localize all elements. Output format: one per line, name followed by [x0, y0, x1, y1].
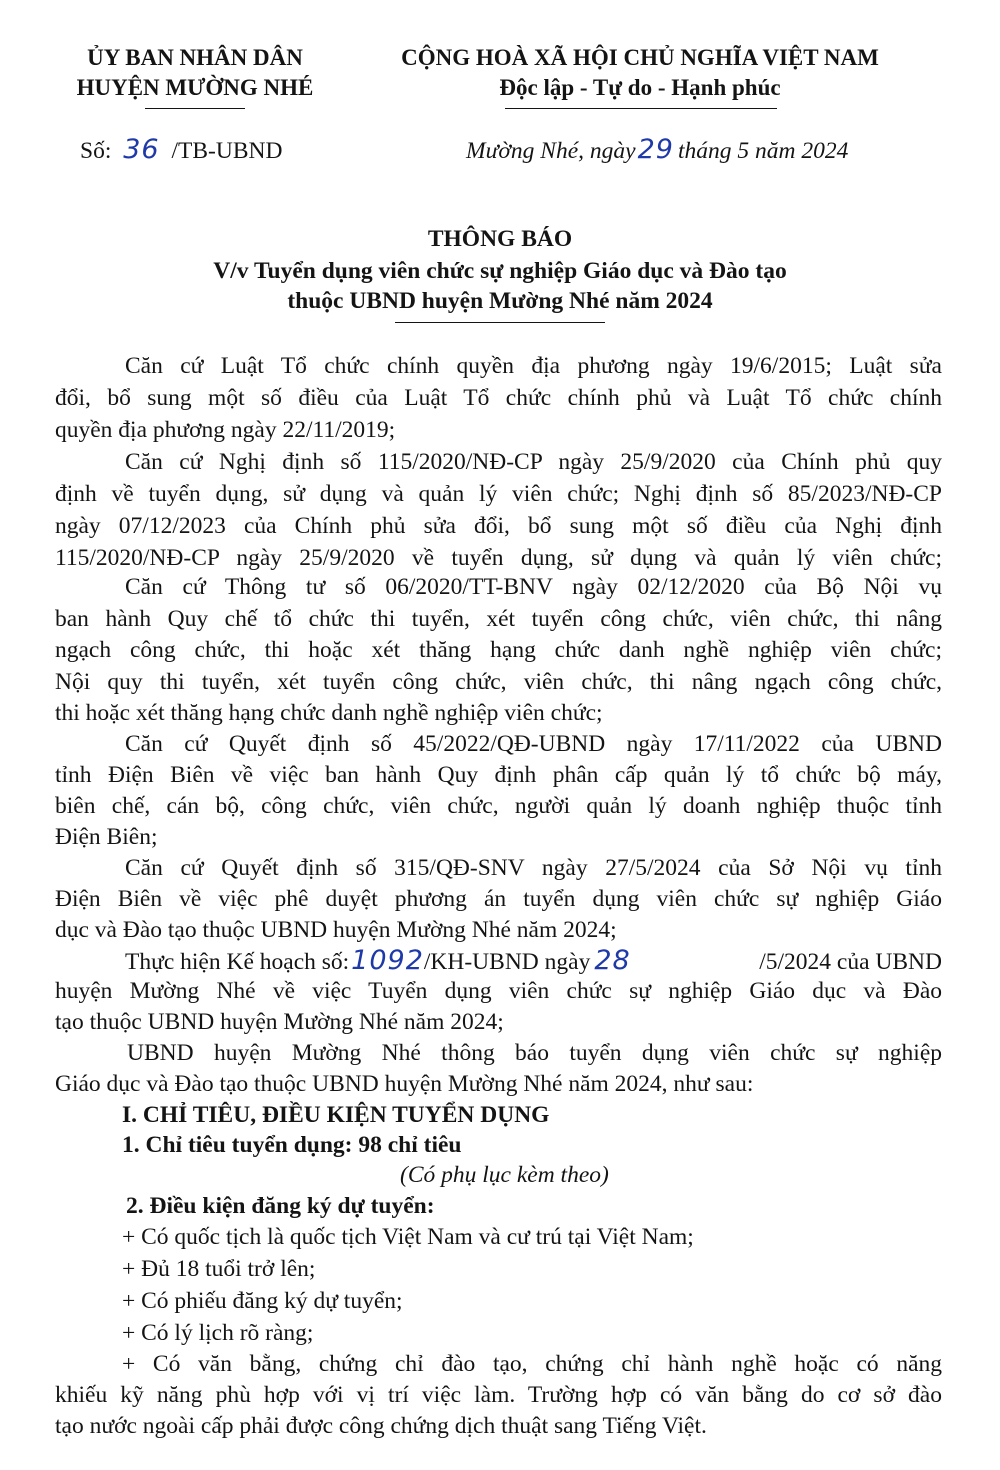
paragraph-line: Căn cứ Quyết định số 315/QĐ-SNV ngày 27/5/2024 của Sở Nội vụ tỉnh: [125, 855, 942, 881]
basis-paragraph-3: [55, 572, 942, 604]
paragraph-line: biên chế, cán bộ, công chức, viên chức, người quản lý doanh nghiệp thuộc tỉnh: [55, 793, 942, 819]
paragraph-line: huyện Mường Nhé về việc Tuyển dụng viên chức sự nghiệp Giáo dục và Đào: [55, 978, 942, 1004]
date-suffix: tháng 5 năm 2024: [677, 138, 849, 164]
condition-item: + Đủ 18 tuổi trở lên;: [122, 1256, 316, 1282]
section-heading: I. CHỈ TIÊU, ĐIỀU KIỆN TUYỂN DỤNG: [122, 1102, 550, 1128]
paragraph-block: [55, 976, 942, 1008]
document-number: [80, 134, 282, 167]
paragraph-block: [55, 667, 942, 699]
plan-day-handwritten: 28: [594, 945, 631, 976]
paragraph-line: Điện Biên về việc phê duyệt phương án tuyển dụng viên chức sự nghiệp Giáo: [55, 886, 942, 912]
paragraph-block: [55, 479, 942, 511]
basis-paragraph-1-cont: [55, 383, 942, 415]
plan-reference-line: [125, 945, 942, 979]
paragraph-line: thi hoặc xét thăng hạng chức danh nghề nghiệp viên chức;: [55, 700, 603, 726]
paragraph-line: ngày 07/12/2023 của Chính phủ sửa đổi, bổ sung một số điều của Nghị định: [55, 513, 942, 539]
issuer-name-line2: HUYỆN MƯỜNG NHÉ: [76, 75, 314, 100]
national-motto: Độc lập - Tự do - Hạnh phúc: [499, 75, 781, 100]
national-title: CỘNG HOÀ XÃ HỘI CHỦ NGHĨA VIỆT NAM: [401, 45, 879, 70]
condition-item: [122, 1349, 942, 1381]
notice-subject-line1: V/v Tuyển dụng viên chức sự nghiệp Giáo dục và Đào tạo: [213, 258, 787, 284]
paragraph-line: khiếu kỹ năng phù hợp với vị trí việc làm. Trường hợp có văn bằng do cơ sở đào: [55, 1382, 942, 1408]
paragraph-line: đổi, bổ sung một số điều của Luật Tổ chức chính phủ và Luật Tổ chức chính: [55, 385, 942, 411]
notice-subject-line2: thuộc UBND huyện Mường Nhé năm 2024: [287, 288, 713, 314]
paragraph-line: Căn cứ Luật Tổ chức chính quyền địa phương ngày 19/6/2015; Luật sửa: [125, 353, 942, 379]
issuer-name-line1: ỦY BAN NHÂN DÂN: [87, 45, 303, 70]
plan-suffix: /5/2024 của UBND: [759, 949, 942, 975]
condition-item: + Có lý lịch rõ ràng;: [122, 1320, 314, 1346]
paragraph-line: tạo nước ngoài cấp phải được công chứng dịch thuật sang Tiếng Việt.: [55, 1413, 707, 1439]
paragraph-block: [55, 511, 942, 543]
paragraph-block: [55, 791, 942, 823]
document-date: [466, 134, 848, 167]
paragraph-line: tỉnh Điện Biên về việc ban hành Quy định phân cấp quản lý tổ chức bộ máy,: [55, 762, 942, 788]
paragraph-block: [55, 604, 942, 636]
issuer-underline: [145, 108, 245, 109]
paragraph-block: [55, 635, 942, 667]
paragraph-line: Điện Biên;: [55, 824, 158, 850]
date-day-handwritten: 29: [637, 134, 674, 165]
paragraph-line: Nội quy thi tuyển, xét tuyển công chức, viên chức, thi nâng ngạch công chức,: [55, 669, 942, 695]
basis-paragraph-4: [55, 729, 942, 761]
notice-title: THÔNG BÁO: [427, 226, 573, 252]
number-handwritten: 36: [123, 134, 160, 165]
paragraph-block: [55, 884, 942, 916]
paragraph-block: [55, 543, 942, 575]
motto-underline: [505, 108, 777, 109]
quota-note: (Có phụ lục kèm theo): [400, 1162, 609, 1188]
title-underline: [395, 322, 605, 323]
paragraph-line: Căn cứ Thông tư số 06/2020/TT-BNV ngày 02/12/2020 của Bộ Nội vụ: [125, 574, 942, 600]
paragraph-line: tạo thuộc UBND huyện Mường Nhé năm 2024;: [55, 1009, 504, 1035]
paragraph-line: + Có văn bằng, chứng chỉ đào tạo, chứng chỉ hành nghề hoặc có năng: [122, 1351, 942, 1377]
number-prefix: Số:: [80, 138, 112, 164]
paragraph-line: Căn cứ Nghị định số 115/2020/NĐ-CP ngày 25/9/2020 của Chính phủ quy: [125, 449, 942, 475]
paragraph-line: dục và Đào tạo thuộc UBND huyện Mường Nhé năm 2024;: [55, 917, 617, 943]
quota-heading: 1. Chỉ tiêu tuyển dụng: 98 chỉ tiêu: [122, 1132, 462, 1158]
plan-number-handwritten: 1092: [351, 945, 424, 976]
paragraph-line: định về tuyển dụng, sử dụng và quản lý viên chức; Nghị định số 85/2023/NĐ-CP: [55, 481, 942, 507]
paragraph-line: Căn cứ Quyết định số 45/2022/QĐ-UBND ngày 17/11/2022 của UBND: [125, 731, 942, 757]
plan-mid: /KH-UBND ngày: [423, 949, 591, 975]
paragraph-line: UBND huyện Mường Nhé thông báo tuyển dụng viên chức sự nghiệp: [127, 1040, 942, 1066]
plan-prefix: Thực hiện Kế hoạch số:: [125, 949, 350, 975]
paragraph-block: [55, 760, 942, 792]
paragraph-line: quyền địa phương ngày 22/11/2019;: [55, 417, 396, 443]
paragraph-line: ngạch công chức, thi hoặc xét thăng hạng chức danh nghề nghiệp viên chức;: [55, 637, 942, 663]
conditions-heading: 2. Điều kiện đăng ký dự tuyển:: [126, 1193, 435, 1219]
basis-paragraph-5: [55, 853, 942, 885]
number-suffix: /TB-UBND: [171, 138, 283, 164]
paragraph-line: ban hành Quy chế tổ chức thi tuyển, xét tuyển công chức, viên chức, thi nâng: [55, 606, 942, 632]
paragraph-line: Giáo dục và Đào tạo thuộc UBND huyện Mường Nhé năm 2024, như sau:: [55, 1071, 754, 1097]
condition-item: + Có quốc tịch là quốc tịch Việt Nam và cư trú tại Việt Nam;: [122, 1224, 694, 1250]
paragraph-line: 115/2020/NĐ-CP ngày 25/9/2020 về tuyển dụng, sử dụng và quản lý viên chức;: [55, 545, 942, 571]
date-prefix: Mường Nhé, ngày: [466, 138, 636, 164]
condition-item: + Có phiếu đăng ký dự tuyển;: [122, 1288, 403, 1314]
basis-paragraph-2: [55, 447, 942, 479]
paragraph-block: [55, 1380, 942, 1412]
announcement-paragraph: [127, 1038, 942, 1070]
basis-paragraph-1: [55, 351, 942, 383]
